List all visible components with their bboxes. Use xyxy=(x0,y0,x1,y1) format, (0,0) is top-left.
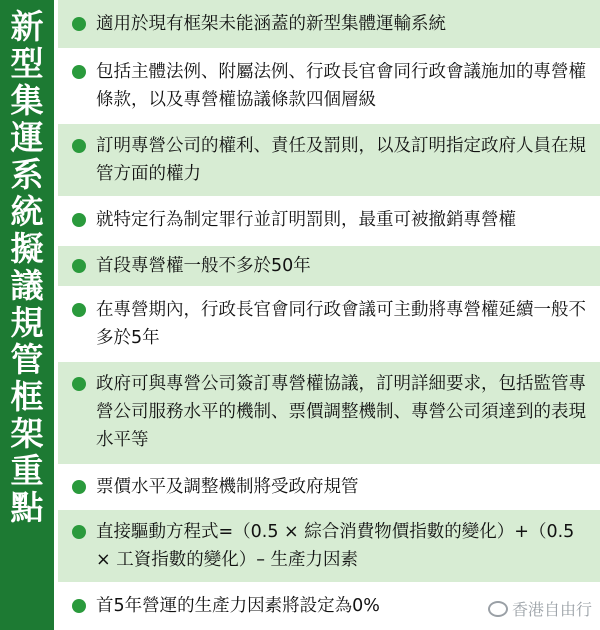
item-text: 票價水平及調整機制將受政府規管 xyxy=(96,477,359,497)
item-text: 在專營期內，行政長官會同行政會議可主動將專營權延續一般不多於5年 xyxy=(96,300,586,348)
bullet-icon xyxy=(72,525,86,539)
title-char: 點 xyxy=(10,488,44,527)
bullet-icon xyxy=(72,480,86,494)
title-char: 統 xyxy=(10,192,44,231)
title-char: 新 xyxy=(10,7,44,46)
list-item xyxy=(58,246,600,286)
title-char: 型 xyxy=(10,44,44,83)
title-char: 架 xyxy=(10,414,44,453)
list-item xyxy=(58,466,600,508)
watermark-text: 香港自由行 xyxy=(511,600,592,619)
bullet-icon xyxy=(72,213,86,227)
item-text: 包括主體法例、附屬法例、行政長官會同行政會議施加的專營權條款，以及專營權協議條款四個層級 xyxy=(96,62,586,110)
bullet-icon xyxy=(72,65,86,79)
list-item xyxy=(58,362,600,464)
list-item xyxy=(58,50,600,122)
item-text: 適用於現有框架未能涵蓋的新型集體運輸系統 xyxy=(96,14,446,34)
title-char: 擬 xyxy=(10,229,44,268)
title-char: 框 xyxy=(10,377,44,416)
bullet-icon xyxy=(72,139,86,153)
title-char: 集 xyxy=(10,81,44,120)
item-text: 就特定行為制定罪行並訂明罰則，最重可被撤銷專營權 xyxy=(96,210,516,230)
title-char: 規 xyxy=(10,303,44,342)
bullet-icon xyxy=(72,259,86,273)
bullet-icon xyxy=(72,599,86,613)
watermark xyxy=(488,597,592,620)
title-char: 重 xyxy=(10,451,44,490)
list-item xyxy=(58,288,600,360)
item-text: 訂明專營公司的權利、責任及罰則，以及訂明指定政府人員在規管方面的權力 xyxy=(96,136,586,184)
title-char: 系 xyxy=(10,155,44,194)
item-text: 首5年營運的生產力因素將設定為0% xyxy=(96,596,380,616)
item-text: 首段專營權一般不多於50年 xyxy=(96,256,311,276)
list-item xyxy=(58,0,600,48)
list-item xyxy=(58,510,600,582)
title-char: 運 xyxy=(10,118,44,157)
list-item xyxy=(58,124,600,196)
content-panel xyxy=(58,0,600,630)
bullet-icon xyxy=(72,377,86,391)
sidebar-title xyxy=(0,0,54,630)
bullet-icon xyxy=(72,303,86,317)
list-item xyxy=(58,198,600,244)
title-char: 議 xyxy=(10,266,44,305)
item-text: 直接驅動方程式=（0.5 × 綜合消費物價指數的變化）+（0.5 × 工資指數的變化）– 生產力因素 xyxy=(96,522,575,570)
title-char: 管 xyxy=(10,340,44,379)
bullet-icon xyxy=(72,17,86,31)
item-text: 政府可與專營公司簽訂專營權協議，訂明詳細要求，包括監管專營公司服務水平的機制、票價調整機制、專營公司須達到的表現水平等 xyxy=(96,374,586,450)
wechat-icon xyxy=(488,601,508,617)
